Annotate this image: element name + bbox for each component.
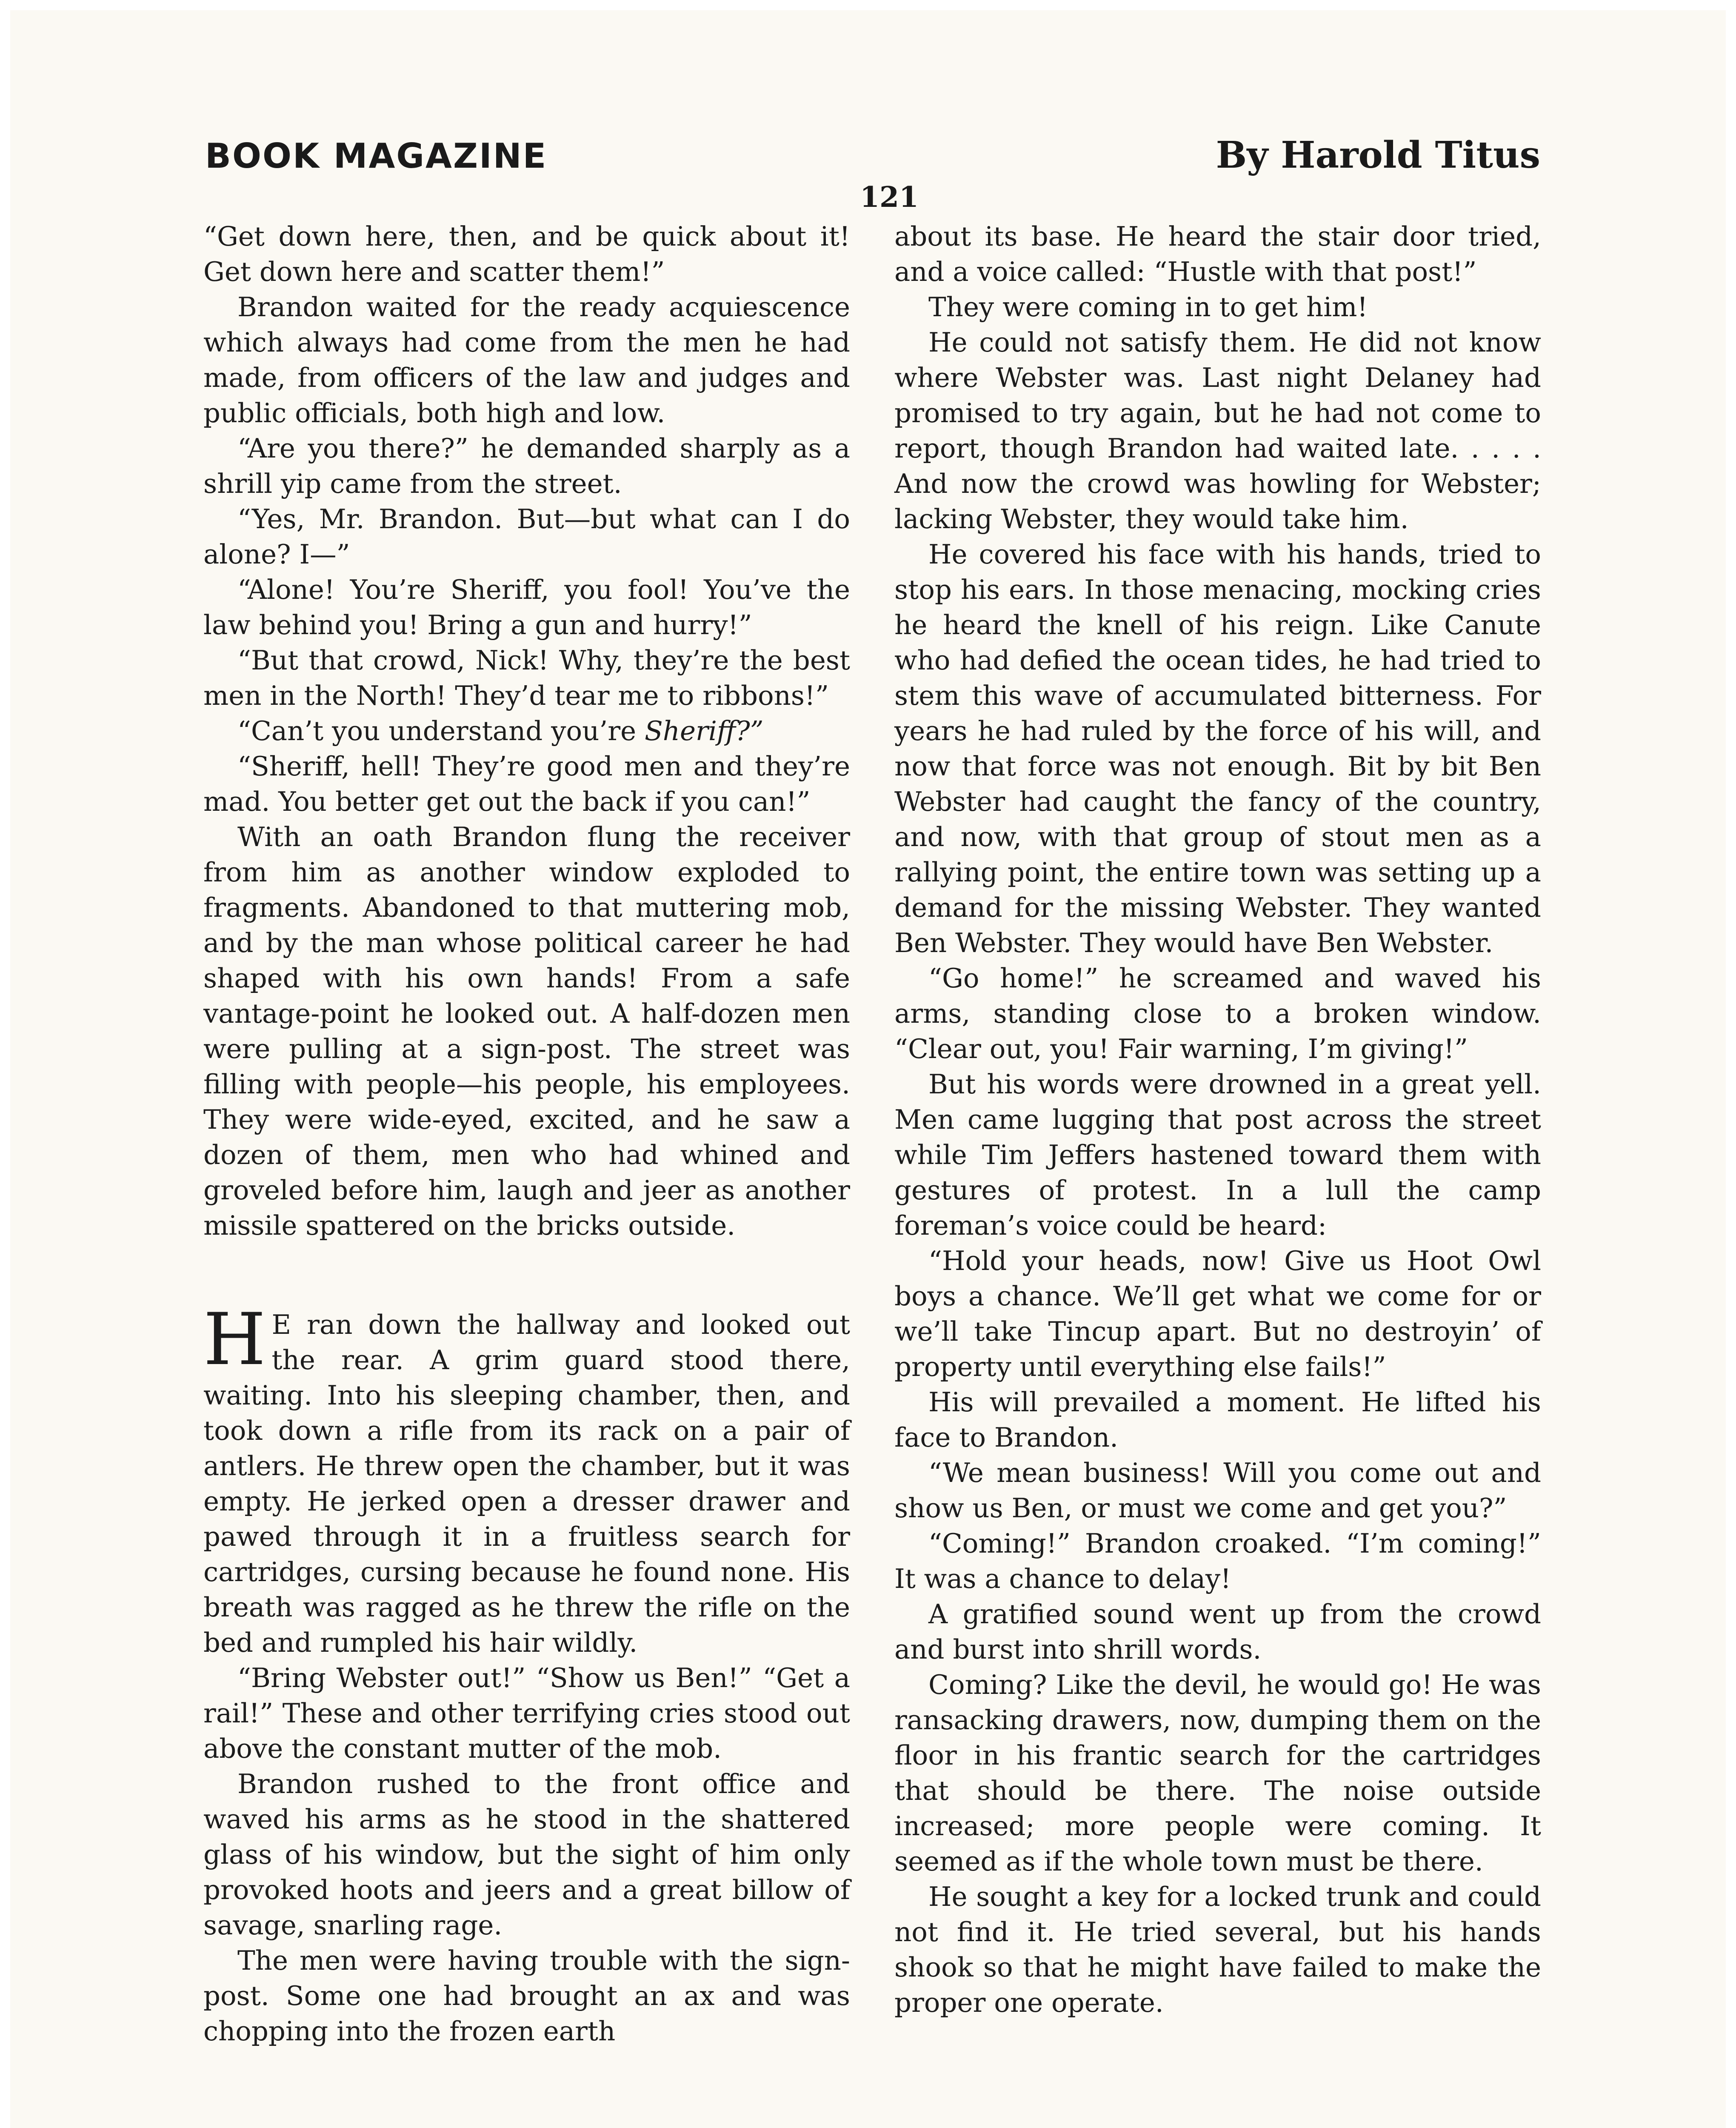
paragraph: “Coming!” Brandon croaked. “I’m coming!” It was a chance to delay! — [894, 1528, 1541, 1594]
paragraph: A gratified sound went up from the crowd and burst into shrill words. — [894, 1599, 1541, 1665]
paragraph: He covered his face with his hands, tried to stop his ears. In those menacing, mocking cries he heard the knell of his reign. Like Canute who had defied the ocean tides, he had tried to stem this wave of accumulated bitterness. For years he had ruled by the force of his will, and now that force was not enough. Bit by bit Ben Webster had caught the fancy of the country, and now, with that group of stout men as a rallying point, the entire town was setting up a demand for the missing Webster. They wanted Ben Webster. They would have Ben Webster. — [894, 539, 1541, 958]
paragraph: “Hold your heads, now! Give us Hoot Owl boys a chance. We’ll get what we come for or we’ll take Tincup apart. But no destroyin’ of property until everything else fails!” — [894, 1245, 1541, 1382]
paragraph: “Get down here, then, and be quick about it! Get down here and scatter them!” — [203, 221, 850, 287]
author-byline: By Harold Titus — [1216, 134, 1540, 177]
paragraph: “Are you there?” he demanded sharply as a shrill yip came from the street. — [203, 433, 850, 499]
paragraph: “Yes, Mr. Brandon. But—but what can I do alone? I—” — [203, 503, 850, 570]
paragraph: Coming? Like the devil, he would go! He was ransacking drawers, now, dumping them on the floor in his frantic search for the cartridges that should be there. The noise outside increased; more people were coming. It seemed as if the whole town must be there. — [894, 1669, 1541, 1877]
paragraph: “Alone! You’re Sheriff, you fool! You’ve the law behind you! Bring a gun and hurry!” — [203, 574, 850, 641]
paragraph: “We mean business! Will you come out and show us Ben, or must we come and get you?” — [894, 1457, 1541, 1524]
paragraph: But his words were drowned in a great yell. Men came lugging that post across the street while Tim Jeffers hastened toward them with gestures of protest. In a lull the camp foreman’s voice could be heard: — [894, 1069, 1541, 1241]
paragraph: Brandon rushed to the front office and waved his arms as he stood in the shattered glass of his window, but the sight of him only provoked hoots and jeers and a great billow of savage, snarling rage. — [203, 1768, 850, 1941]
left-column — [203, 219, 850, 2049]
paragraph: about its base. He heard the stair door tried, and a voice called: “Hustle with that post!” — [894, 221, 1541, 287]
paragraph: “Bring Webster out!” “Show us Ben!” “Get a rail!” These and other terrifying cries stood out above the constant mutter of the mob. — [203, 1662, 850, 1764]
magazine-page — [10, 10, 1726, 2128]
paragraph: The men were having trouble with the sign-post. Some one had brought an ax and was chopping into the frozen earth — [203, 1945, 850, 2047]
paragraph-text: “Can’t you understand you’re — [237, 715, 637, 747]
paragraph: He could not satisfy them. He did not know where Webster was. Last night Delaney had promised to try again, but he had not come to report, though Brandon had waited late. . . . . And now the crowd was howling for Webster; lacking Webster, they would take him. — [894, 327, 1541, 535]
paragraph-text: E ran down the hallway and looked out the rear. A grim guard stood there, waiting. Into his sleeping chamber, then, and took down a rifle from its rack on a pair of antlers. He threw open the chamber, but it was empty. He jerked open a dresser drawer and pawed through it in a fruitless search for cartridges, cursing because he found none. His breath was ragged as he threw the rifle on the bed and rumpled his hair wildly. — [203, 1309, 850, 1658]
paragraph: Brandon waited for the ready acquiescence which always had come from the men he had made, from officers of the law and judges and public officials, both high and low. — [203, 292, 850, 429]
right-column — [894, 219, 1541, 2020]
paragraph: “Go home!” he screamed and waved his arms, standing close to a broken window. “Clear out, you! Fair warning, I’m giving!” — [894, 963, 1541, 1064]
paragraph: His will prevailed a moment. He lifted his face to Brandon. — [894, 1387, 1541, 1453]
section-opening-paragraph — [203, 1298, 850, 1660]
paragraph — [203, 713, 850, 749]
page-number: 121 — [860, 180, 919, 214]
paragraph: He sought a key for a locked trunk and could not find it. He tried several, but his hands shook so that he might have failed to make the proper one operate. — [894, 1881, 1541, 2018]
paragraph: With an oath Brandon flung the receiver from him as another window exploded to fragments. Abandoned to that muttering mob, and by the man whose political career he had shaped with his own hands! From a safe vantage-point he looked out. A half-dozen men were pulling at a sign-post. The street was filling with people—his people, his employees. They were wide-eyed, excited, and he saw a dozen of them, men who had whined and groveled before him, laugh and jeer as another missile spattered on the bricks outside. — [203, 821, 850, 1241]
sheriff-emphasis: Sheriff?” — [644, 715, 764, 747]
paragraph: They were coming in to get him! — [928, 292, 1368, 323]
drop-cap: H — [203, 1298, 266, 1381]
magazine-title: BOOK MAGAZINE — [205, 136, 548, 176]
paragraph: “But that crowd, Nick! Why, they’re the best men in the North! They’d tear me to ribbons!” — [203, 645, 850, 711]
paragraph: “Sheriff, hell! They’re good men and they’re mad. You better get out the back if you can!” — [203, 751, 850, 817]
